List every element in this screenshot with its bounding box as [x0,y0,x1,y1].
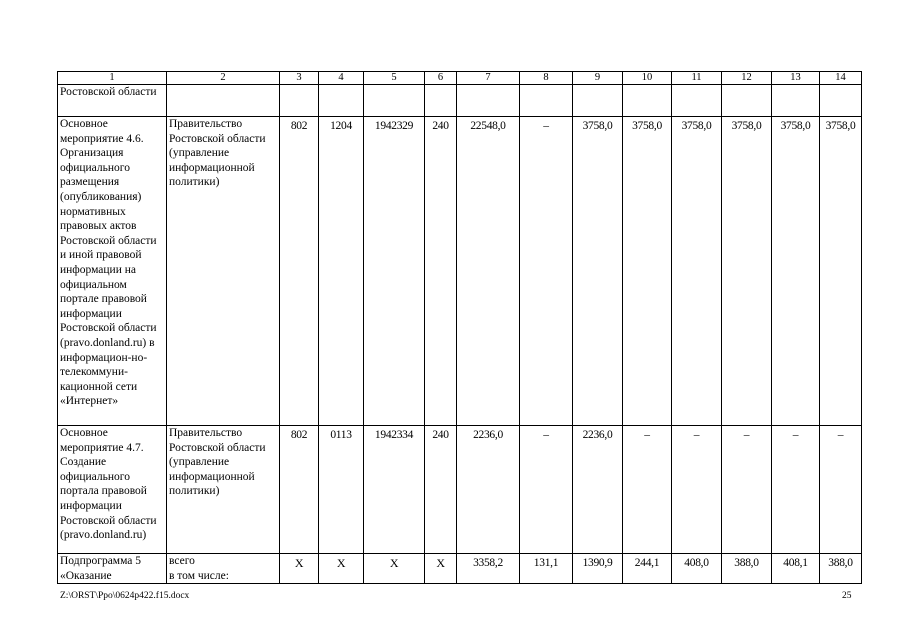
budget-table [57,71,862,584]
header-cell: 14 [820,72,862,85]
header-row [58,72,862,85]
cell-value: Х [364,554,425,584]
cell-value: 3758,0 [772,117,820,426]
header-cell: 9 [573,72,623,85]
cell-value: 1390,9 [573,554,623,584]
cell-value: 1942334 [364,426,425,554]
cell-value: 2236,0 [457,426,520,554]
cell-value: 3358,2 [457,554,520,584]
header-cell: 10 [623,72,672,85]
table-row [58,426,862,554]
cell-value: 240 [425,117,457,426]
cell-value: 3758,0 [722,117,772,426]
header-cell: 2 [167,72,280,85]
cell-value: Х [319,554,364,584]
cell-value: 802 [280,426,319,554]
cell-value: 3758,0 [672,117,722,426]
cell-value: 3758,0 [820,117,862,426]
header-cell: 3 [280,72,319,85]
cell-value: – [722,426,772,554]
table-row [58,117,862,426]
cell-value: – [820,426,862,554]
responsible-executor: Правительство Ростовской области (управление информационной политики) [167,426,280,554]
header-cell: 11 [672,72,722,85]
header-cell: 1 [58,72,167,85]
page-number: 25 [842,591,852,601]
cell-value: – [520,117,573,426]
cell-value: 240 [425,426,457,554]
cell-value: 3758,0 [573,117,623,426]
row-title: Подпрограмма 5 «Оказание [58,554,167,584]
cell-value: 802 [280,117,319,426]
table-row [58,85,862,117]
table-row [58,554,862,584]
header-cell: 12 [722,72,772,85]
responsible-executor: всего в том числе: [167,554,280,584]
cell-value: 131,1 [520,554,573,584]
cell-value: Х [425,554,457,584]
cell-value: – [772,426,820,554]
cell-value: 1942329 [364,117,425,426]
cell-value: 3758,0 [623,117,672,426]
file-path: Z:\ORST\Ppo\0624p422.f15.docx [60,591,190,601]
row-title: Основное мероприятие 4.6. Организация официального размещения (опубликования) нормативных правовых актов Ростовской области и иной правовой информации на официальном портале правовой информации Ростовской области (pravo.donland.ru) в информацион-но-телекоммуни-кационной сети «Интернет» [58,117,167,426]
header-cell: 6 [425,72,457,85]
cell-value: 408,1 [772,554,820,584]
cell-value: – [672,426,722,554]
cell-value: – [623,426,672,554]
header-cell: 8 [520,72,573,85]
responsible-executor: Правительство Ростовской области (управление информационной политики) [167,117,280,426]
cell-value: 22548,0 [457,117,520,426]
header-cell: 5 [364,72,425,85]
header-cell: 4 [319,72,364,85]
cell-value: Х [280,554,319,584]
cell-value: – [520,426,573,554]
cell-value: 388,0 [722,554,772,584]
cell-value: 1204 [319,117,364,426]
row-title: Основное мероприятие 4.7. Создание официального портала правовой информации Ростовской области (pravo.donland.ru) [58,426,167,554]
cell-value: 244,1 [623,554,672,584]
cell-value: 0113 [319,426,364,554]
header-cell: 13 [772,72,820,85]
row-title: Ростовской области [58,85,167,117]
header-cell: 7 [457,72,520,85]
cell-value: 388,0 [820,554,862,584]
cell-value: 2236,0 [573,426,623,554]
cell-value: 408,0 [672,554,722,584]
